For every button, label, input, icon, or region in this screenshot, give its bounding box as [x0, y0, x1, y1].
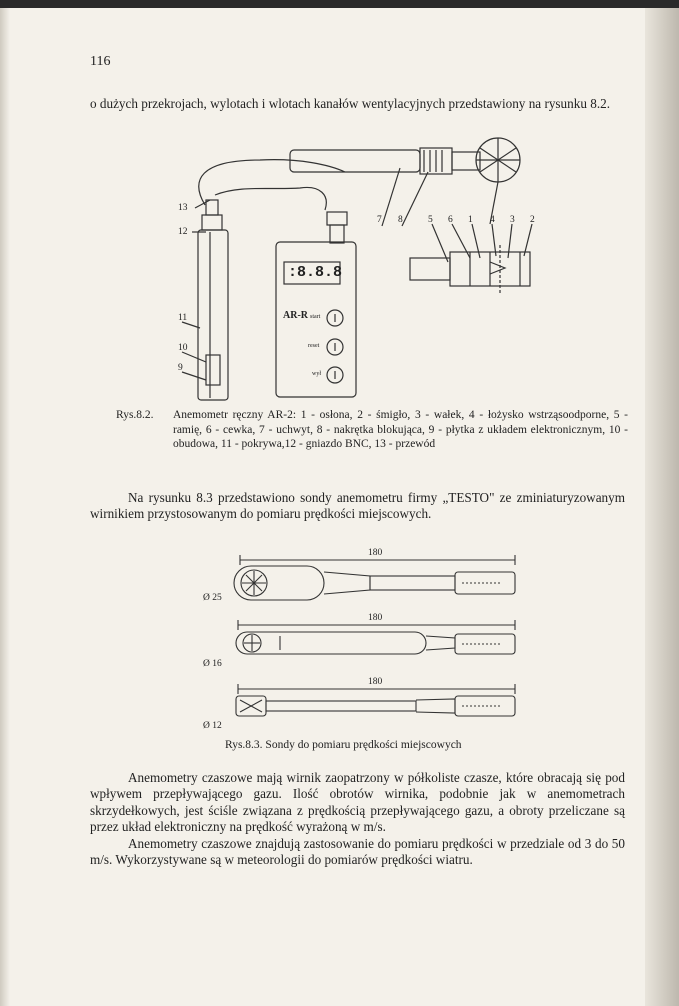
cup-anemometer-paragraph: Anemometry czaszowe mają wirnik zaopatrzony w półkoliste czasze, które obracają się pod wpływem przepływającego gazu. Ilość obrotów wirnika, podobnie jak w anemometrach skrzydełkowych, jest ściśle związana z prędkością przepływającego gazu, a obroty przeliczane są przez układ elektroniczny na prędkość wyrażoną w m/s.	[90, 770, 625, 835]
button-label-reset: reset	[308, 343, 320, 349]
part-label-3: 3	[510, 215, 515, 225]
device-label: AR-R	[283, 310, 308, 321]
part-label-6: 6	[448, 215, 453, 225]
part-label-12: 12	[178, 227, 188, 237]
part-label-9: 9	[178, 363, 183, 373]
probe-2-body	[236, 632, 426, 654]
intro-paragraph: o dużych przekrojach, wylotach i wlotach kanałów wentylacyjnych przedstawiony na rysunku 8.2.	[90, 96, 611, 111]
part-label-5: 5	[428, 215, 433, 225]
figure-8-2-caption-label: Rys.8.2.	[116, 409, 154, 421]
part-label-2: 2	[530, 215, 535, 225]
probe-3-length: 180	[368, 677, 383, 687]
button-label-start: start	[310, 314, 321, 320]
probe-1-length: 180	[368, 548, 383, 558]
probe-2-diameter: Ø 16	[203, 659, 222, 669]
figure-8-3-caption: Rys.8.3. Sondy do pomiaru prędkości miejscowych	[225, 739, 462, 751]
probe-2-length: 180	[368, 613, 383, 623]
probe-3-diameter: Ø 12	[203, 721, 222, 731]
part-label-4: 4	[490, 215, 495, 225]
display-reading: :8.8.8	[288, 264, 343, 281]
probe-1-diameter: Ø 25	[203, 593, 222, 603]
part-label-11: 11	[178, 313, 188, 323]
part-label-10: 10	[178, 343, 188, 353]
cup-anemometer-range-paragraph: Anemometry czaszowe znajdują zastosowanie do pomiaru prędkości w przedziale od 3 do 50 m/s. Wykorzystywane są w meteorologii do pomiarów prędkości wiatru.	[90, 836, 625, 868]
part-label-13: 13	[178, 203, 188, 213]
part-label-8: 8	[398, 215, 403, 225]
figure-8-2-caption-text: Anemometr ręczny AR-2: 1 - osłona, 2 - śmigło, 3 - wałek, 4 - łożysko wstrząsoodporne, 5 - ramię, 6 - cewka, 7 - uchwyt, 8 - nakrętka blokująca, 9 - płytka z układem elektronicznym, 10 - obudowa, 11 - pokrywa,12 - gniazdo BNC, 13 - przewód	[173, 409, 628, 451]
part-label-7: 7	[377, 215, 382, 225]
button-label-off: wył	[312, 371, 321, 377]
testo-paragraph: Na rysunku 8.3 przedstawiono sondy anemometru firmy „TESTO" ze zminiaturyzowanym wirnikiem przystosowanym do pomiaru prędkości miejscowych.	[90, 490, 625, 522]
part-label-1: 1	[468, 215, 473, 225]
page-number: 116	[90, 54, 111, 69]
